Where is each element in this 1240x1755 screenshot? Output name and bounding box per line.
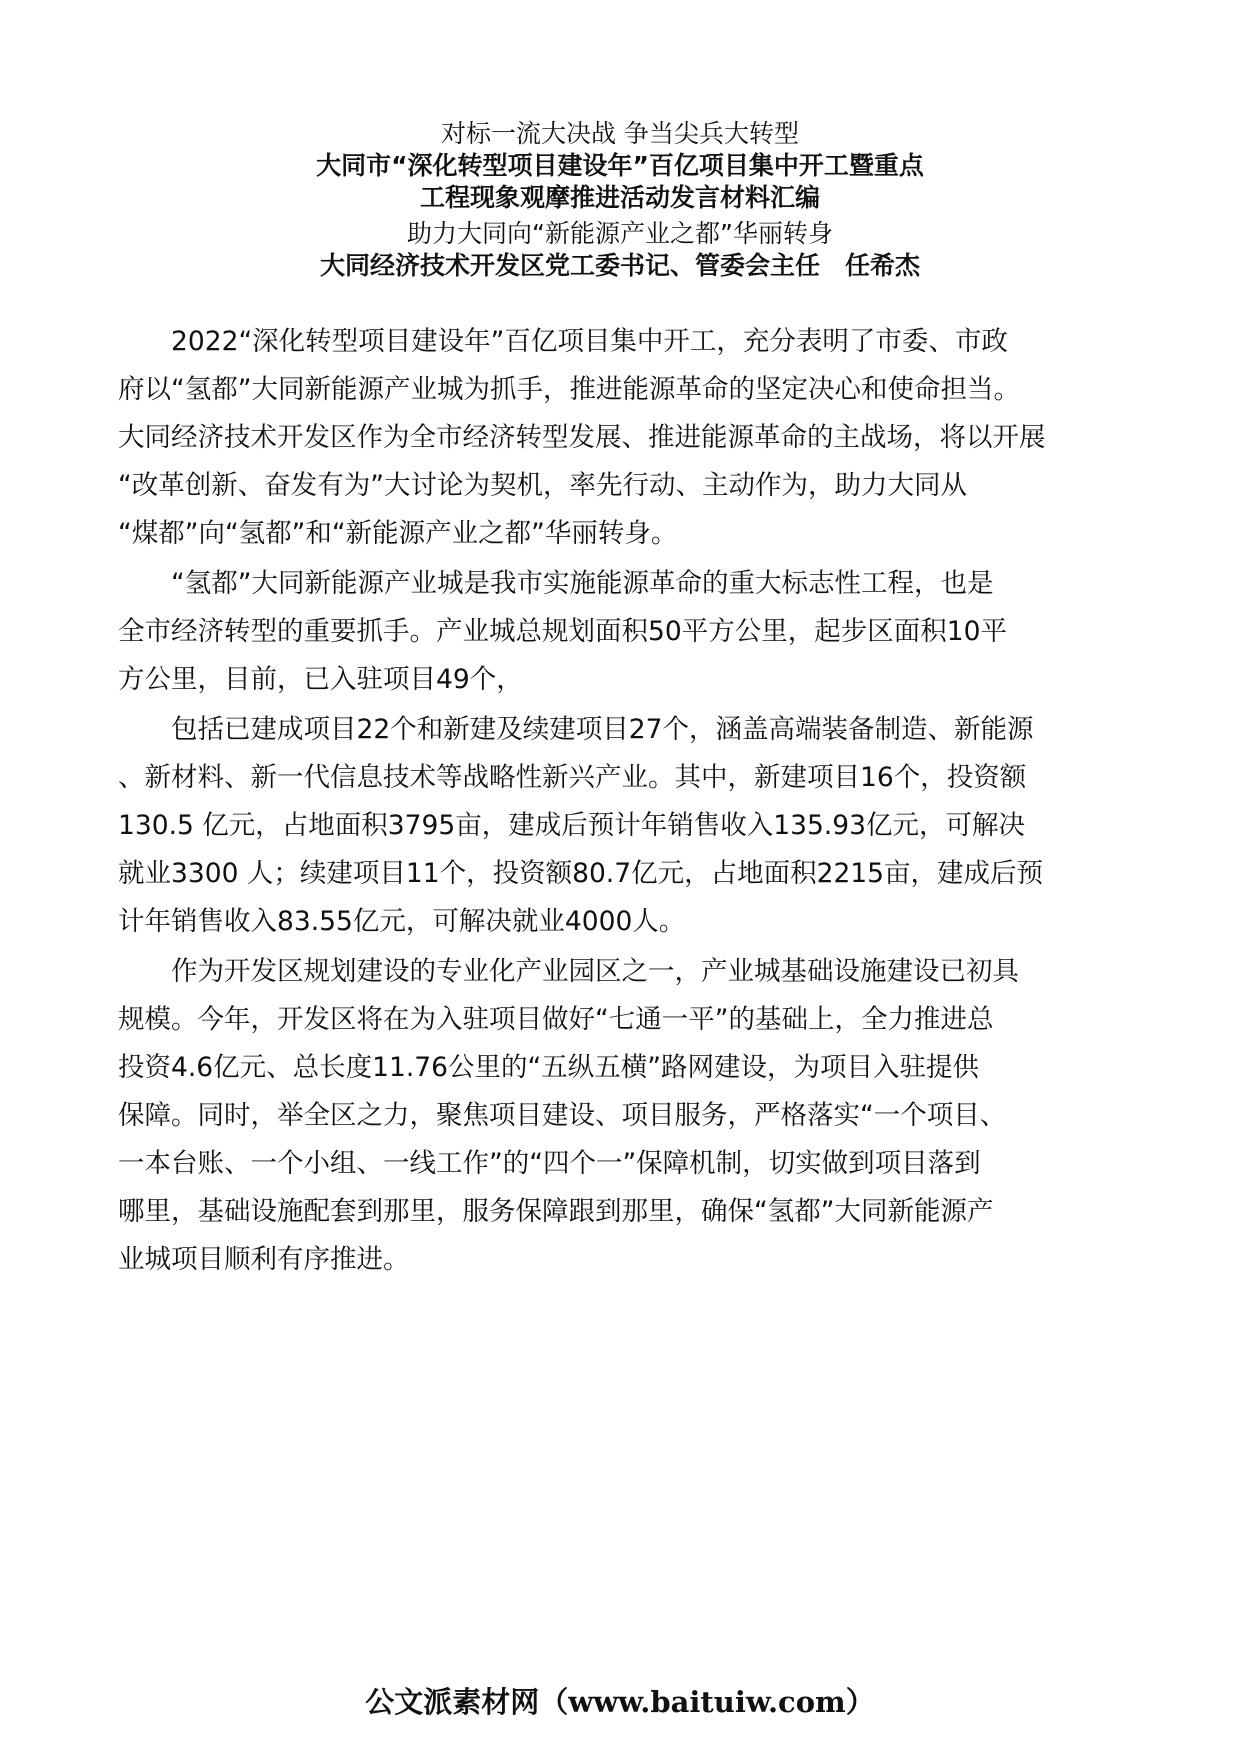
- paragraph-line: “氢都”大同新能源产业城是我市实施能源革命的重大标志性工程，也是: [171, 568, 994, 599]
- paragraph-3: [118, 706, 1138, 946]
- title-line-2: 大同市“深化转型项目建设年”百亿项目集中开工暨重点: [316, 151, 924, 180]
- paragraph-line: 方公里，目前，已入驻项目49个，: [118, 664, 523, 695]
- speech-title: 助力大同向“新能源产业之都”华丽转身: [407, 219, 833, 248]
- paragraph-line: 保障。同时，举全区之力，聚焦项目建设、项目服务，严格落实“一个项目、: [118, 1100, 1007, 1131]
- paragraph-line: 130.5 亿元，占地面积3795亩，建成后预计年销售收入135.93亿元，可解决: [118, 810, 1025, 841]
- paragraph-line: 包括已建成项目22个和新建及续建项目27个，涵盖高端装备制造、新能源: [171, 714, 1034, 745]
- paragraph-line: 、新材料、新一代信息技术等战略性新兴产业。其中，新建项目16个，投资额: [118, 762, 1027, 793]
- paragraph-line: 投资4.6亿元、总长度11.76公里的“五纵五横”路网建设，为项目入驻提供: [118, 1052, 979, 1083]
- paragraph-line: 规模。今年，开发区将在为入驻项目做好“七通一平”的基础上，全力推进总: [118, 1004, 994, 1035]
- paragraph-line: 作为开发区规划建设的专业化产业园区之一，产业城基础设施建设已初具: [171, 956, 1019, 987]
- footer-source: 公文派素材网（www.baituiw.com）: [365, 1685, 875, 1719]
- paragraph-line: 府以“氢都”大同新能源产业城为抓手，推进能源革命的坚定决心和使命担当。: [118, 374, 1020, 405]
- paragraph-line: 业城项目顺利有序推进。: [118, 1244, 410, 1275]
- paragraph-4: [118, 948, 1138, 1284]
- title-line-3: 工程现象观摩推进活动发言材料汇编: [419, 183, 820, 212]
- paragraph-line: 一本台账、一个小组、一线工作”的“四个一”保障机制，切实做到项目落到: [118, 1148, 981, 1179]
- paragraph-line: 2022“深化转型项目建设年”百亿项目集中开工，充分表明了市委、市政: [171, 326, 1008, 357]
- title-block: [0, 118, 1240, 282]
- paragraph-line: “煤都”向“氢都”和“新能源产业之都”华丽转身。: [118, 518, 678, 549]
- paragraph-line: 计年销售收入83.55亿元，可解决就业4000人。: [118, 906, 686, 937]
- paragraph-line: 哪里，基础设施配套到那里，服务保障跟到那里，确保“氢都”大同新能源产: [118, 1196, 994, 1227]
- paragraph-2: [118, 560, 1138, 704]
- paragraph-1: [118, 318, 1138, 558]
- body-text: [118, 318, 1138, 1284]
- paragraph-line: 就业3300 人；续建项目11个，投资额80.7亿元，占地面积2215亩，建成后预: [118, 858, 1044, 889]
- paragraph-line: “改革创新、奋发有为”大讨论为契机，率先行动、主动作为，助力大同从: [118, 470, 967, 501]
- speaker-line: 大同经济技术开发区党工委书记、管委会主任 任希杰: [319, 251, 920, 280]
- paragraph-line: 大同经济技术开发区作为全市经济转型发展、推进能源革命的主战场，将以开展: [118, 422, 1046, 453]
- paragraph-line: 全市经济转型的重要抓手。产业城总规划面积50平方公里，起步区面积10平: [118, 616, 1007, 647]
- title-line-1: 对标一流大决战 争当尖兵大转型: [441, 119, 799, 148]
